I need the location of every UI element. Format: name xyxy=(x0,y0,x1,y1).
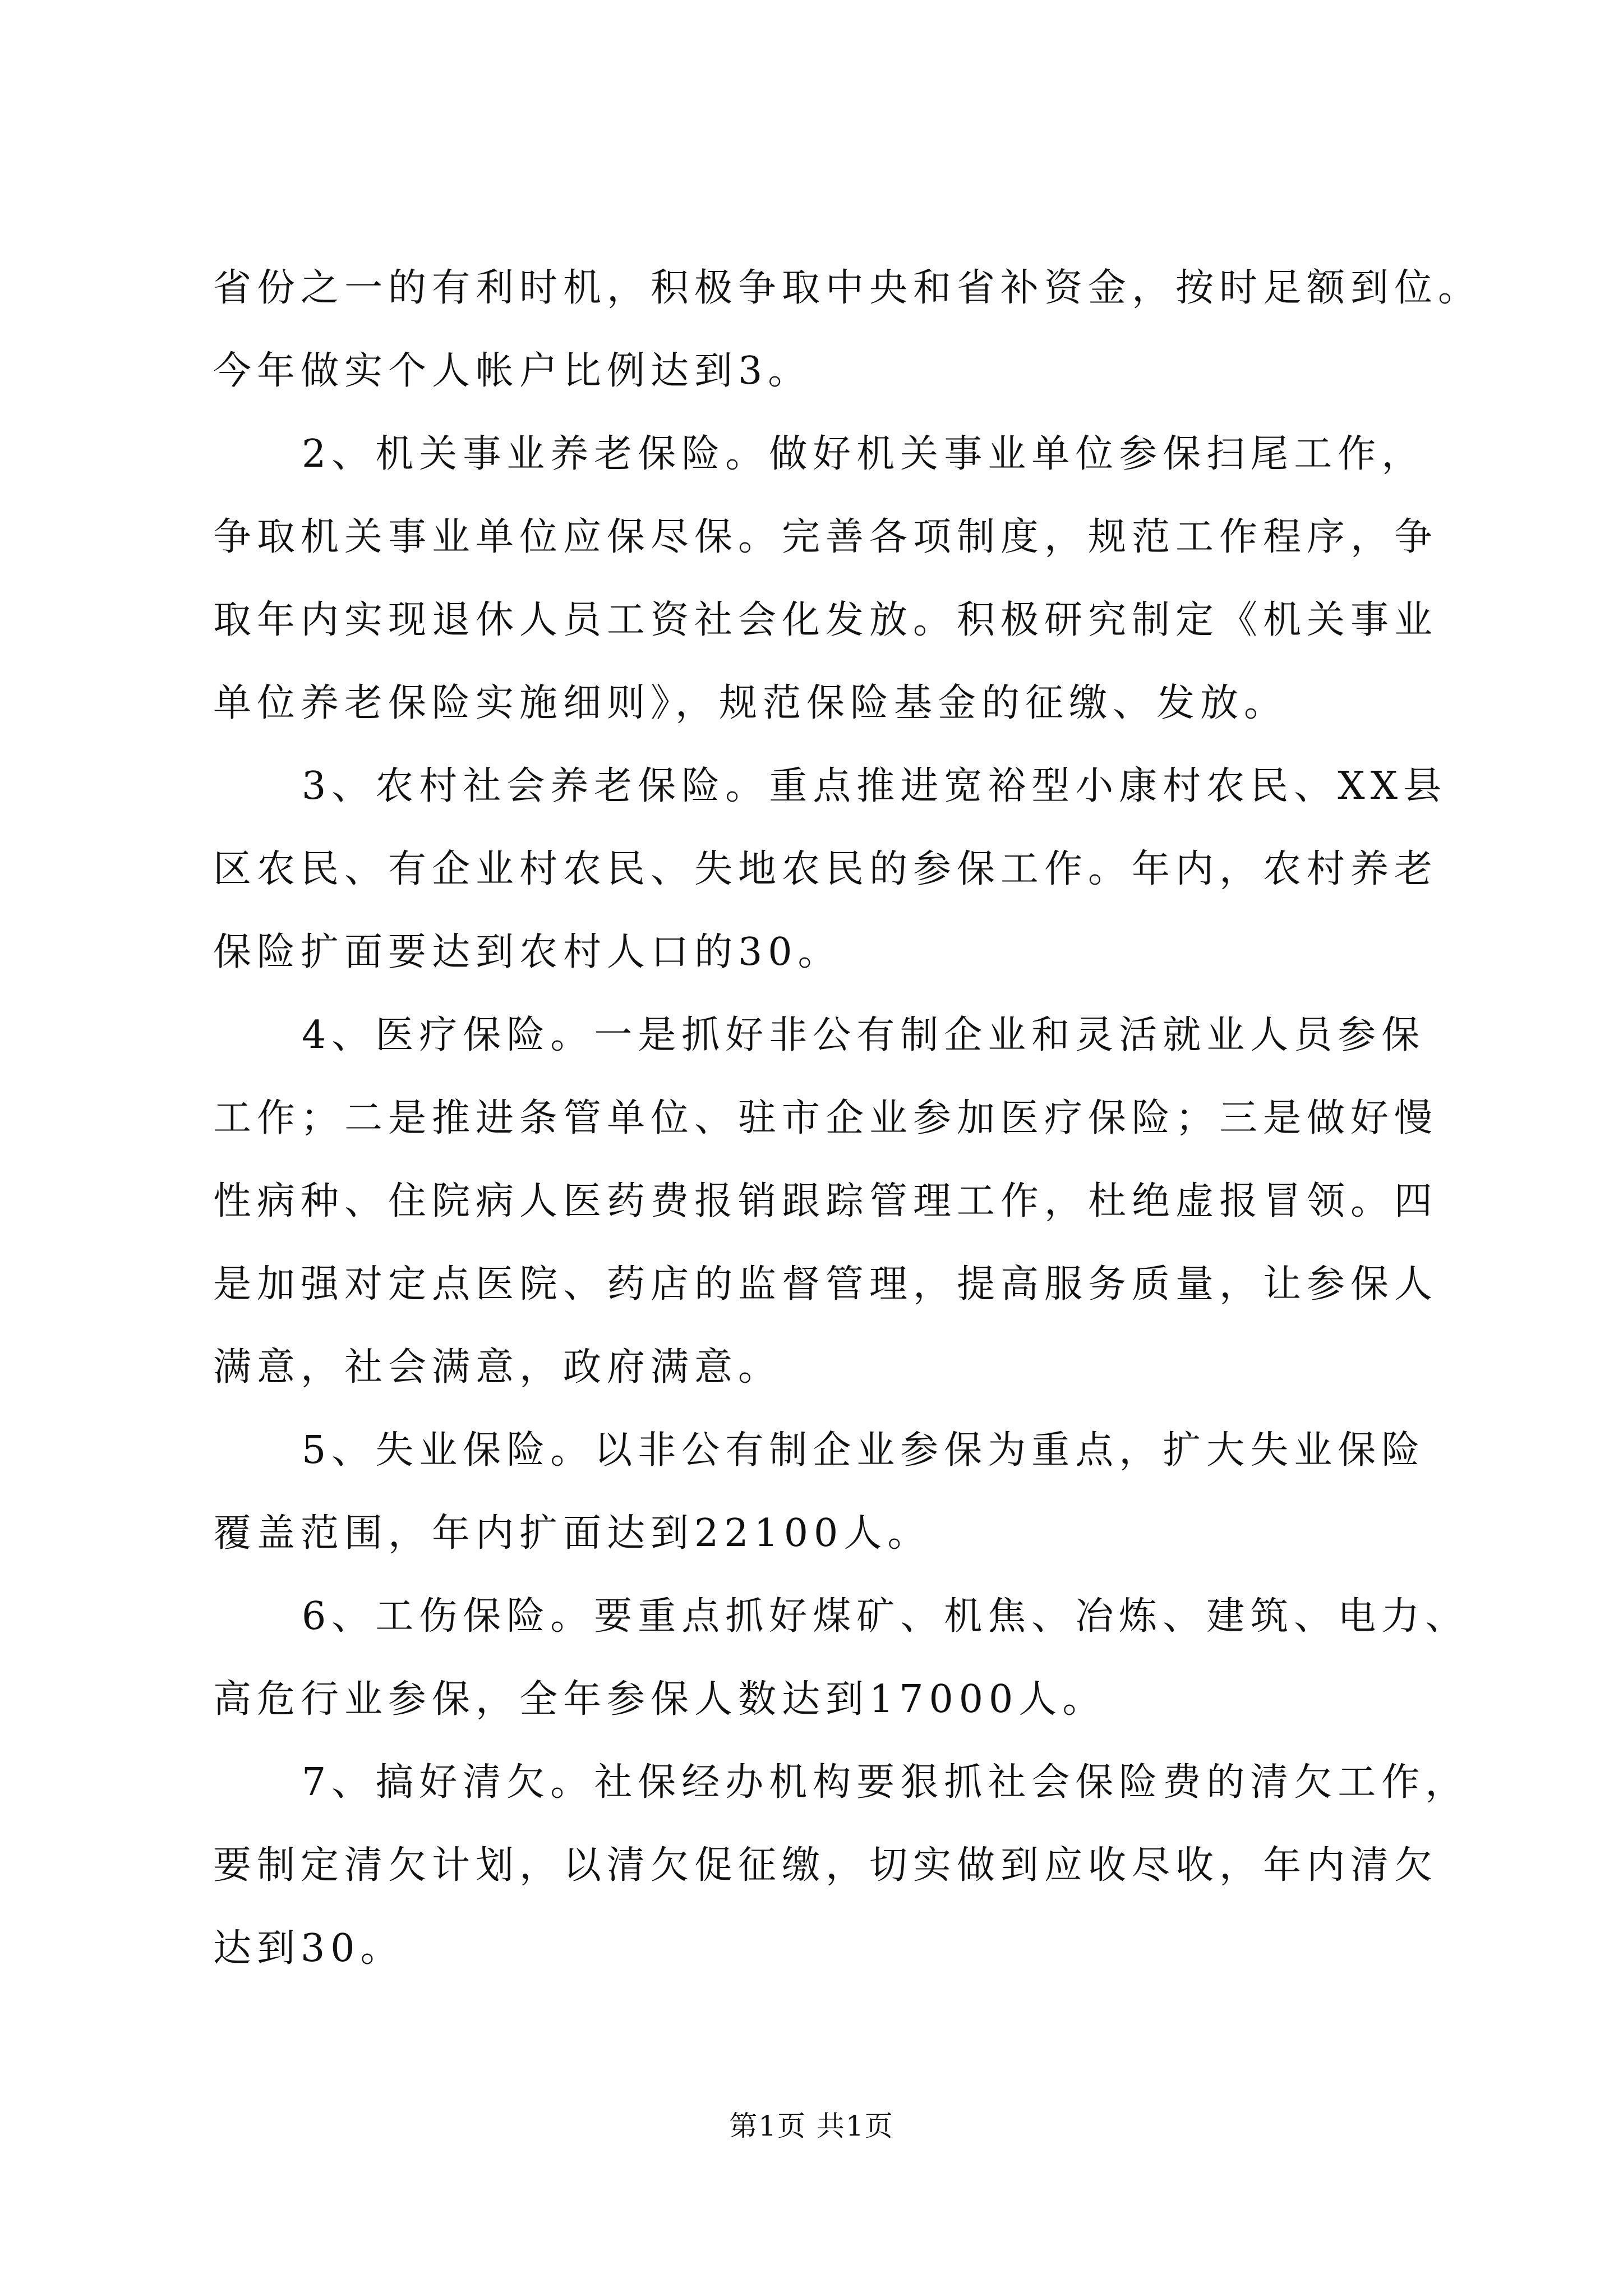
text-line: 争取机关事业单位应保尽保。完善各项制度，规范工作程序，争 xyxy=(213,515,1438,559)
paragraph-start-line: 2、机关事业养老保险。做好机关事业单位参保扫尾工作， xyxy=(302,432,1426,476)
text-line: 取年内实现退休人员工资社会化发放。积极研究制定《机关事业 xyxy=(213,598,1438,642)
text-line: 工作；二是推进条管单位、驻市企业参加医疗保险；三是做好慢 xyxy=(213,1096,1438,1140)
text-line: 保险扩面要达到农村人口的30。 xyxy=(213,930,842,974)
text-line: 单位养老保险实施细则》，规范保险基金的征缴、发放。 xyxy=(213,681,1288,725)
text-line: 满意，社会满意，政府满意。 xyxy=(213,1345,782,1389)
text-line: 今年做实个人帐户比例达到3。 xyxy=(213,349,812,393)
text-line: 性病种、住院病人医药费报销跟踪管理工作，杜绝虚报冒领。四 xyxy=(213,1179,1438,1223)
text-line: 覆盖范围，年内扩面达到22100人。 xyxy=(213,1511,932,1556)
paragraph-start-line: 6、工伤保险。要重点抓好煤矿、机焦、冶炼、建筑、电力、 xyxy=(302,1594,1469,1639)
text-line: 是加强对定点医院、药店的监督管理，提高服务质量，让参保人 xyxy=(213,1262,1438,1306)
text-line: 要制定清欠计划，以清欠促征缴，切实做到应收尽收，年内清欠 xyxy=(213,1843,1438,1888)
text-line: 区农民、有企业村农民、失地农民的参保工作。年内，农村养老 xyxy=(213,847,1438,891)
text-line: 高危行业参保，全年参保人数达到17000人。 xyxy=(213,1677,1106,1722)
page-number-footer: 第1页 共1页 xyxy=(729,2110,894,2142)
text-line: 省份之一的有利时机，积极争取中央和省补资金，按时足额到位。 xyxy=(213,266,1482,310)
document-body xyxy=(213,247,1482,1990)
paragraph-start-line: 7、搞好清欠。社保经办机构要狠抓社会保险费的清欠工作， xyxy=(302,1760,1469,1805)
paragraph-start-line: 4、医疗保险。一是抓好非公有制企业和灵活就业人员参保 xyxy=(302,1013,1426,1057)
paragraph-start-line: 3、农村社会养老保险。重点推进宽裕型小康村农民、XX县 xyxy=(302,764,1447,808)
paragraph-start-line: 5、失业保险。以非公有制企业参保为重点，扩大失业保险 xyxy=(302,1428,1426,1473)
text-line: 达到30。 xyxy=(213,1926,404,1971)
